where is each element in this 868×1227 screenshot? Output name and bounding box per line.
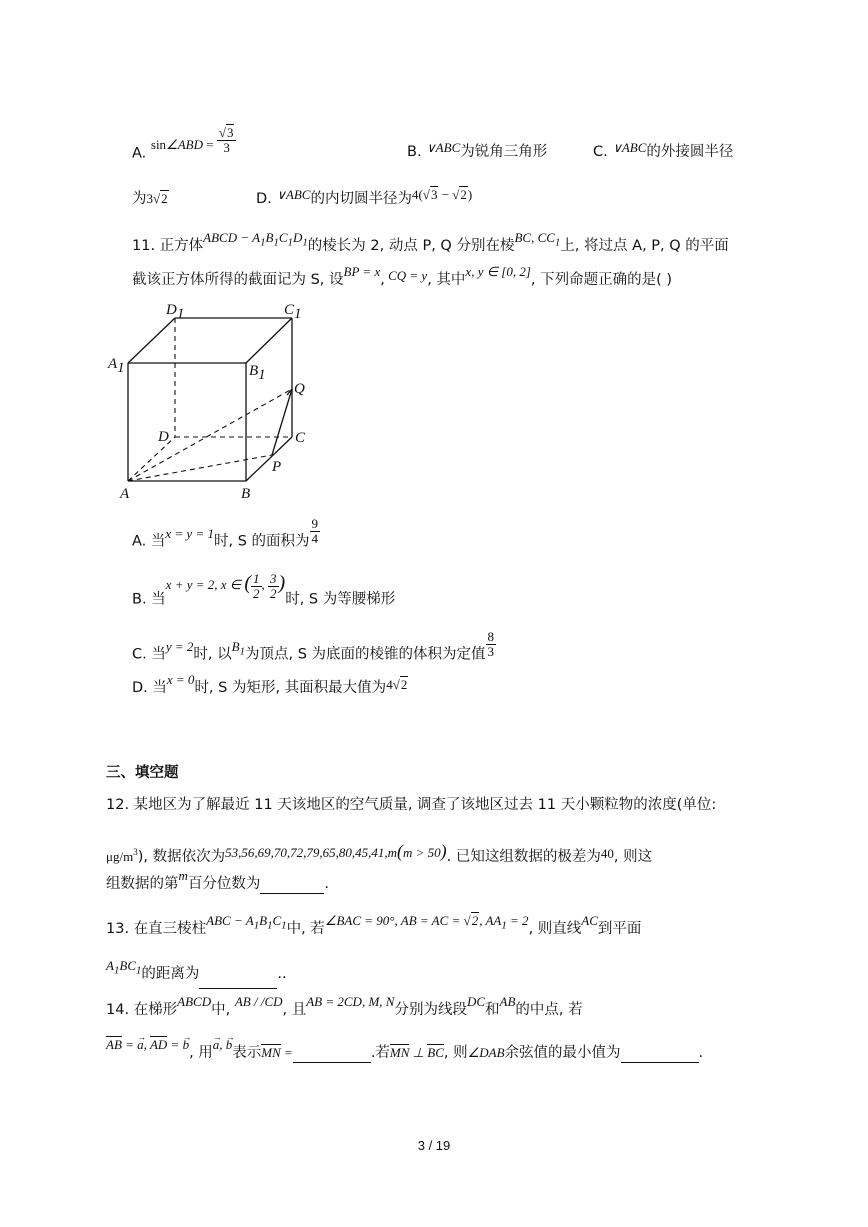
- section-title: 三、填空题: [106, 765, 179, 781]
- q14-line1: 14. 在梯形ABCD中, AB / /CD, 且AB = 2CD, M, N分别为线段DC和AB的中点, 若: [106, 994, 583, 1018]
- page-number: 3 / 19: [417, 1138, 451, 1153]
- q11-stem-line2: 截该正方体所得的截面记为 S, 设BP = x, CQ = y, 其中x, y ∈ [0, 2], 下列命题正确的是( ): [132, 264, 673, 288]
- q10-option-d: D. ∨ABC的内切圆半径为4(√3 − √2): [256, 187, 473, 207]
- q10-option-c: C. ∨ABC的外接圆半径: [593, 140, 734, 160]
- q13-line1: 13. 在直三棱柱ABC − $A_1B_1C_1$中, 若∠BAC = 90°, AB = AC = √2, $AA_1 = 2$, 则直线AC到平面: [106, 913, 642, 937]
- label-a1: A1: [108, 356, 125, 376]
- q10-option-b: B. ∨ABC为锐角三角形: [407, 140, 548, 160]
- label-a: A: [120, 486, 130, 502]
- answer-blank[interactable]: [199, 972, 277, 989]
- answer-blank[interactable]: [260, 877, 324, 894]
- edge-b1-c1: [246, 318, 292, 363]
- cube-figure: [100, 295, 330, 510]
- label-c1: C1: [284, 302, 302, 322]
- q10-option-a: A. sin∠ABD = $\frac{√3}{3}$: [132, 140, 236, 169]
- label-c: C: [295, 430, 306, 446]
- edge-a1-d1: [128, 318, 175, 363]
- segment-a-q: [128, 389, 292, 481]
- label-d: D: [158, 429, 169, 445]
- q10-option-c-cont: 为3√2: [132, 191, 168, 207]
- label-q: Q: [294, 381, 305, 397]
- answer-blank[interactable]: [293, 1046, 371, 1063]
- segment-p-q: [272, 389, 292, 455]
- q11-option-d: D. 当x = 0时, S 为矩形, 其面积最大值为4√2: [132, 672, 408, 696]
- q11-stem-line1: 11. 正方体ABCD − $A_1B_1C_1D_1$的棱长为 2, 动点 P, Q 分别在棱BC, $CC_1$上, 将过点 A, P, Q 的平面: [132, 230, 729, 254]
- answer-blank[interactable]: [621, 1046, 699, 1063]
- label-d1: D1: [166, 302, 185, 322]
- label-p: P: [272, 459, 282, 475]
- q11-option-a: A. 当x = y = 1时, S 的面积为 $\frac{9}{4}$: [132, 516, 319, 550]
- label-b: B: [241, 486, 251, 502]
- q11-option-c: C. 当y = 2时, 以$B_1$为顶点, S 为底面的棱锥的体积为定值 $\frac{8}{3}$: [132, 629, 495, 663]
- q12-line2: $\mu g/m^3$), 数据依次为53,56,69,70,72,79,65,80,45,41,m(m > 50). 已知这组数据的极差为40, 则这: [106, 840, 653, 865]
- math-expr: sin∠ABD = $\frac{√3}{3}$: [151, 137, 237, 152]
- label-b1: B1: [249, 363, 266, 383]
- q14-line2: AB = → a, AD = → b, 用→ a, → b表示MN = .若MN ⊥ BC, 则∠DAB余弦值的最小值为 .: [106, 1043, 703, 1063]
- q11-option-b: B. 当x + y = 2, x ∈ ( $\frac{1}{2}$ , $\frac{3}{2}$ )时, S 为等腰梯形: [132, 571, 396, 608]
- q12-line3: 组数据的第m百分位数为 .: [106, 868, 329, 892]
- q12-line1: 12. 某地区为了解最近 11 天该地区的空气质量, 调查了该地区过去 11 天小颗粒物的浓度(单位:: [106, 797, 717, 813]
- q13-line2: $A_1BC_1$的距离为 ..: [106, 964, 287, 989]
